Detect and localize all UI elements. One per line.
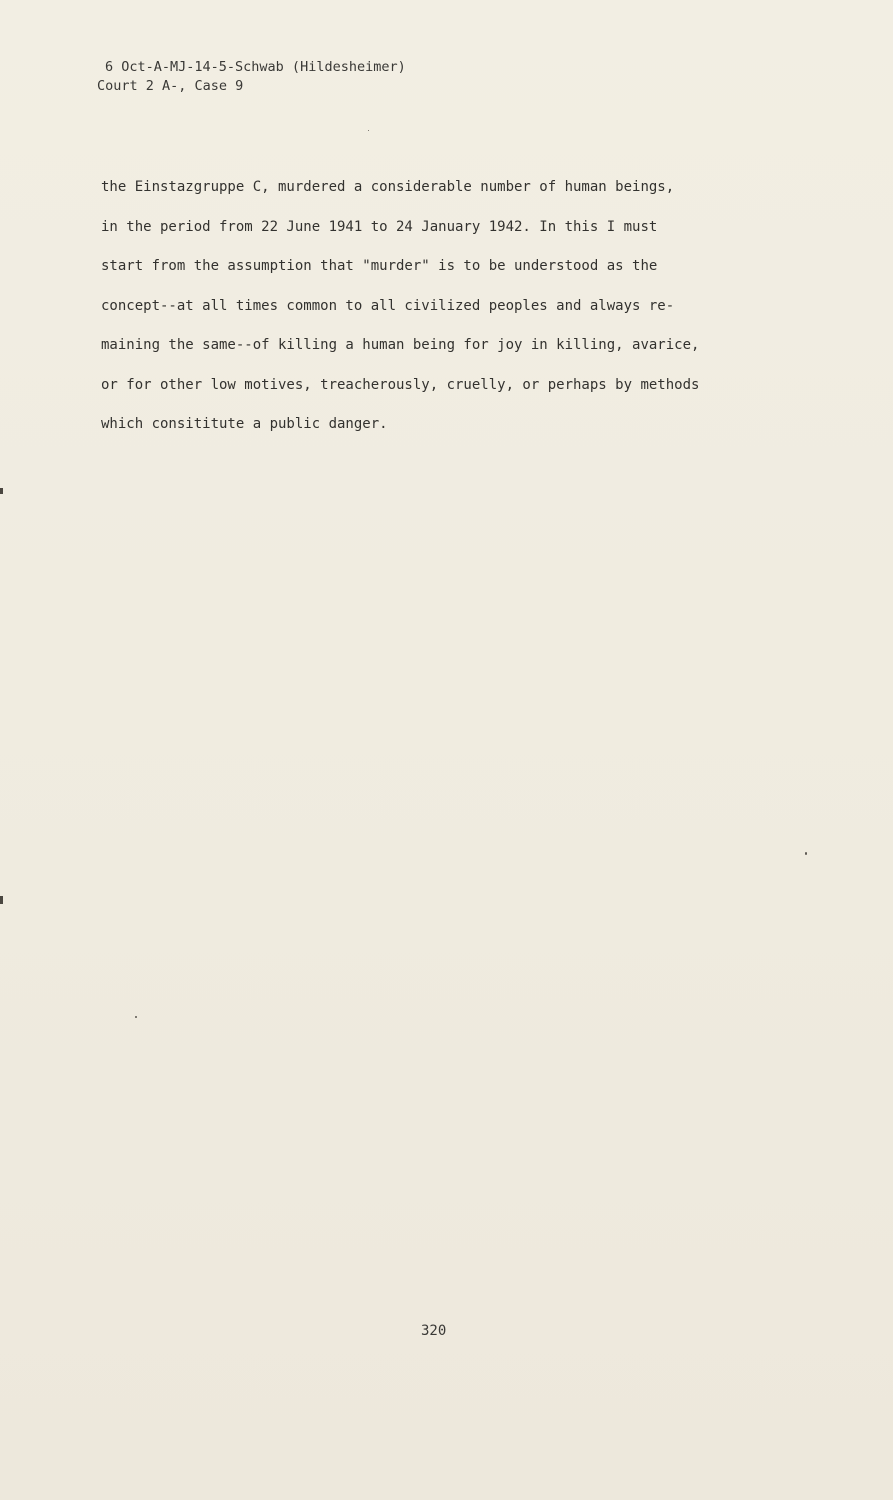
paper-speck <box>805 852 807 855</box>
edge-mark <box>0 896 3 904</box>
text-line: start from the assumption that "murder" is to be understood as the <box>101 258 658 274</box>
text-line: concept--at all times common to all civilized peoples and always re- <box>101 297 675 314</box>
text-line: in the period from 22 June 1941 to 24 January 1942. In this I must <box>101 218 658 235</box>
paper-speck <box>368 130 369 131</box>
text-line: maining the same--of killing a human being for joy in killing, avarice, <box>101 337 700 353</box>
paper-speck <box>135 1016 137 1018</box>
edge-mark <box>0 488 3 494</box>
header-reference-line: 6 Oct-A-MJ-14-5-Schwab (Hildesheimer) <box>105 59 406 75</box>
header-court-line: Court 2 A-, Case 9 <box>97 78 244 94</box>
text-line: the Einstazgruppe C, murdered a considerable number of human beings, <box>101 179 675 195</box>
document-header <box>97 58 406 96</box>
page-number: 320 <box>421 1323 447 1339</box>
text-line: or for other low motives, treacherously, cruelly, or perhaps by methods <box>101 376 700 393</box>
text-line: which consititute a public danger. <box>101 416 388 432</box>
body-paragraph <box>101 168 801 445</box>
